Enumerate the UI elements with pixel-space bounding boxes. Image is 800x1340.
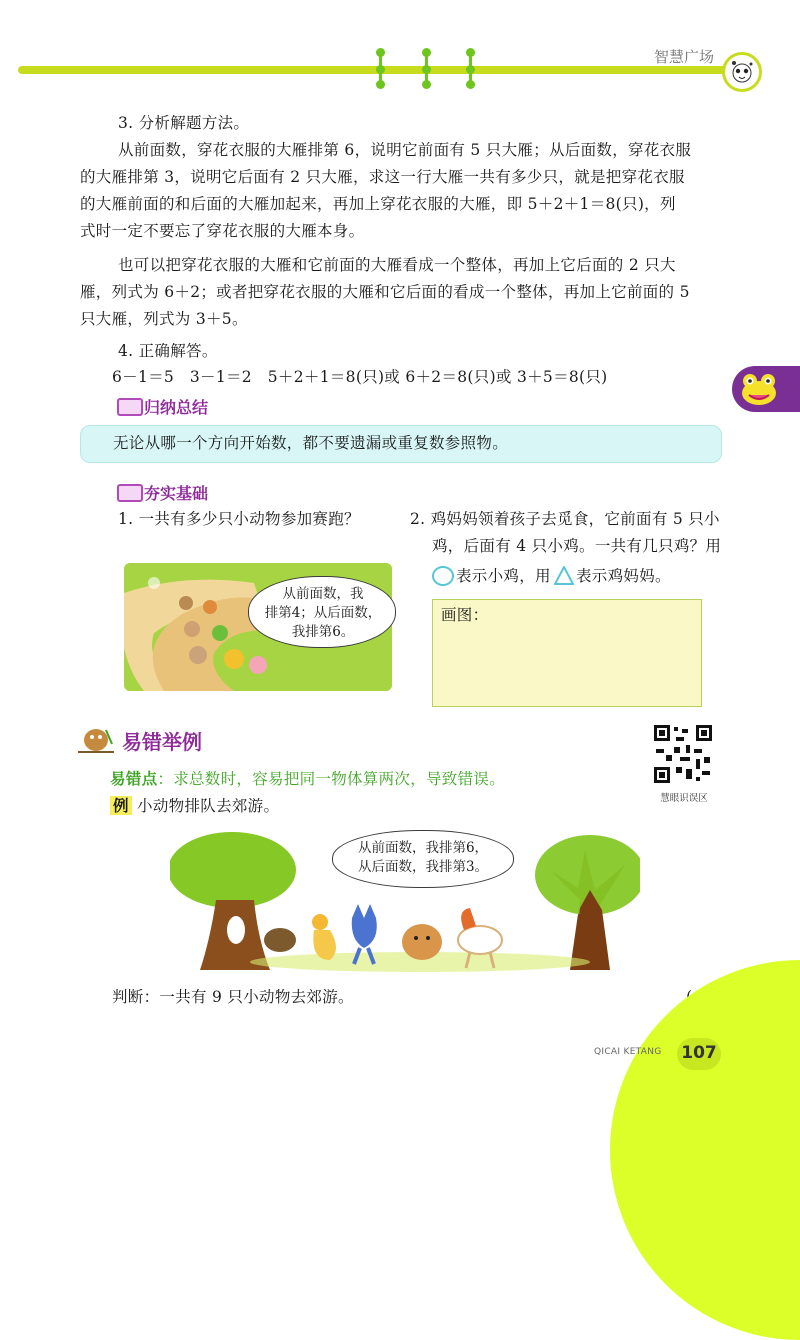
folder-icon [117, 484, 143, 502]
error-point-label: 易错点 [110, 769, 158, 788]
scene-speech-bubble [332, 830, 514, 888]
error-point [110, 765, 505, 793]
owl-icon [725, 55, 759, 89]
bubble-line: 从前面数，我排第6， [357, 840, 489, 856]
error-point-text: ：求总数时，容易把同一物体算两次，导致错误。 [157, 770, 506, 788]
errors-title: 易错举例 [122, 730, 202, 754]
page-number: 107 [681, 1043, 717, 1063]
method-heading: 3. 分析解题方法。 [118, 114, 250, 132]
corner-decoration [610, 960, 800, 1340]
summary-box [80, 425, 722, 463]
circle-shape-icon [432, 566, 454, 586]
qr-code-icon[interactable] [652, 723, 714, 785]
text-line: 2. 鸡妈妈领着孩子去觅食，它前面有 5 只小 [410, 510, 720, 528]
shape-legend [432, 563, 732, 589]
bubble-line: 从后面数，我排第3。 [357, 859, 489, 875]
text-line: 的大雁排第 3，说明它后面有 2 只大雁，求这一行大雁一共有多少只，就是把穿花衣服 [80, 168, 685, 186]
text-line: 鸡，后面有 4 只小鸡。一共有几只鸡？用 [432, 537, 722, 555]
page-number-badge [677, 1038, 721, 1070]
example-text: 小动物排队去郊游。 [137, 797, 280, 815]
summary-text: 无论从哪一个方向开始数，都不要遗漏或重复数参照物。 [113, 434, 509, 452]
bubble-line: 我排第6。 [291, 624, 355, 640]
judgement-text: 判断：一共有 9 只小动物去郊游。 [112, 988, 354, 1006]
text-line: 也可以把穿花衣服的大雁和它前面的大雁看成一个整体，再加上它后面的 2 只大 [118, 256, 676, 274]
text-line: 的大雁前面的和后面的大雁加起来，再加上穿花衣服的大雁，即 5＋2＋1＝8(只)，列 [80, 195, 676, 213]
text-line: 只大雁，列式为 3＋5。 [80, 310, 248, 328]
binder-ring-icon [422, 48, 430, 88]
legend-text: 表示鸡妈妈。 [576, 567, 671, 585]
binder-ring-icon [466, 48, 474, 88]
frog-icon [738, 369, 780, 409]
header-title: 智慧广场 [654, 48, 715, 66]
bubble-line: 排第4；从后面数， [264, 605, 382, 621]
basics-title: 夯实基础 [144, 484, 209, 503]
method-paragraph-1 [80, 137, 730, 245]
text-line: 式时一定不要忘了穿花衣服的大雁本身。 [80, 222, 365, 240]
text-line: 雁，列式为 6＋2；或者把穿花衣服的大雁和它后面的看成一个整体，再加上它前面的 5 [80, 283, 690, 301]
drawing-area[interactable] [432, 599, 702, 707]
drawing-label: 画图： [441, 606, 489, 624]
folder-icon [117, 398, 143, 416]
answer-line: 6－1＝5 3－1＝2 5＋2＋1＝8(只)或 6＋2＝8(只)或 3＋5＝8(只) [112, 368, 608, 386]
speech-bubble [248, 576, 396, 648]
example-line [110, 792, 279, 820]
example-tag: 例 [110, 796, 132, 815]
qr-caption: 慧眼识误区 [660, 793, 708, 804]
answer-heading: 4. 正确解答。 [118, 342, 218, 360]
bubble-line: 从前面数，我 [282, 586, 364, 602]
summary-title: 归纳总结 [144, 398, 209, 417]
mascot-icon [76, 724, 116, 754]
side-tab [732, 366, 800, 412]
question-2 [410, 506, 730, 560]
method-paragraph-2 [80, 252, 730, 333]
footer-brand: QICAI KETANG [594, 1047, 662, 1057]
binder-ring-icon [376, 48, 384, 88]
text-line: 从前面数，穿花衣服的大雁排第 6，说明它前面有 5 只大雁；从后面数，穿花衣服 [118, 141, 692, 159]
triangle-shape-icon [554, 566, 574, 586]
cartoon-badge-icon [722, 52, 762, 92]
legend-text: 表示小鸡，用 [456, 567, 551, 585]
question-1: 1. 一共有多少只小动物参加赛跑？ [118, 510, 360, 528]
header-rule [18, 66, 730, 74]
